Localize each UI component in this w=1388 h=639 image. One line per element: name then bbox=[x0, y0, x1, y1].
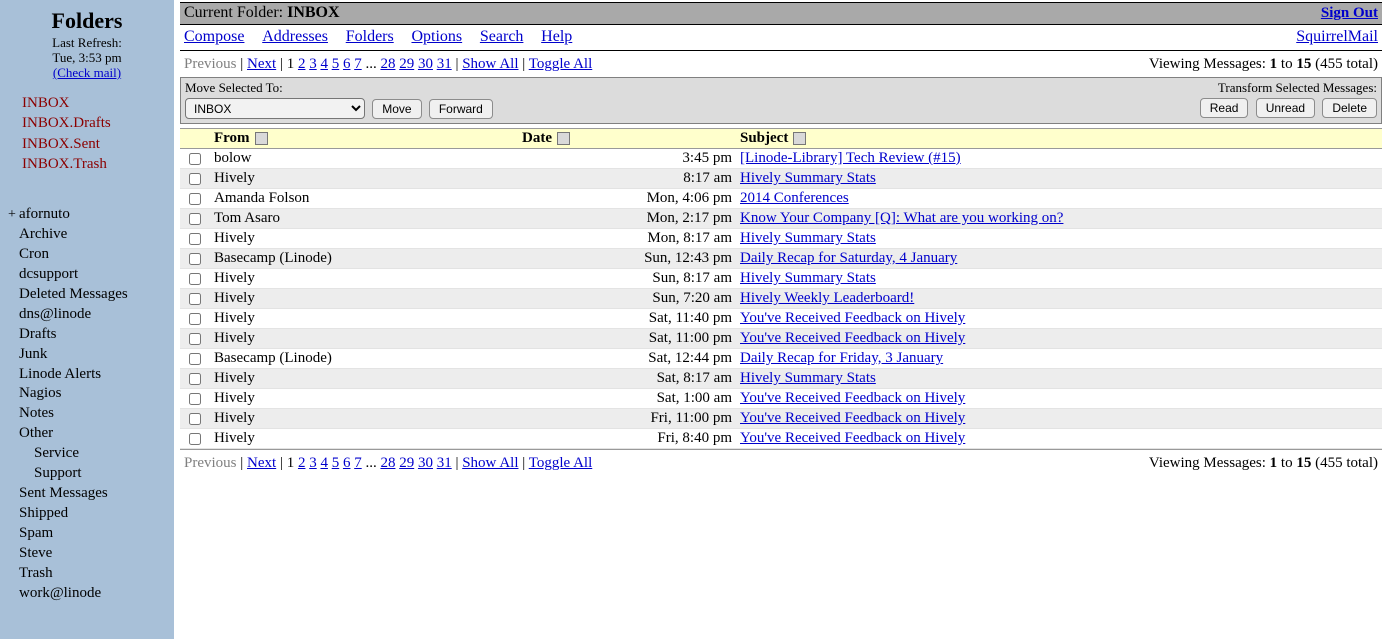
folder-link-junk[interactable]: Junk bbox=[19, 345, 48, 362]
row-subject-cell[interactable] bbox=[736, 289, 1382, 309]
pager-top bbox=[180, 51, 1382, 77]
folder-row-other[interactable] bbox=[8, 424, 174, 444]
row-subject-cell[interactable] bbox=[736, 349, 1382, 369]
move-folder-select[interactable] bbox=[185, 98, 365, 119]
check-mail-link[interactable]: (Check mail) bbox=[52, 64, 122, 80]
sort-from-icon[interactable] bbox=[255, 132, 268, 145]
menu-item-search[interactable]: Search bbox=[479, 28, 524, 45]
current-folder-label: Current Folder: bbox=[184, 4, 284, 21]
sidebar-item-inbox[interactable] bbox=[22, 93, 174, 114]
pager-previous: Previous bbox=[184, 455, 237, 471]
pager-page-5[interactable]: 5 bbox=[331, 455, 340, 471]
table-row[interactable] bbox=[180, 169, 1382, 189]
row-from: Hively bbox=[210, 169, 518, 189]
sign-out-link[interactable]: Sign Out bbox=[1320, 5, 1378, 21]
row-subject-cell[interactable] bbox=[736, 389, 1382, 409]
row-subject-link[interactable]: You've Received Feedback on Hively bbox=[740, 410, 966, 426]
row-from: Hively bbox=[210, 289, 518, 309]
viewing-range-mid: to bbox=[1280, 56, 1293, 72]
header-subject-label: Subject bbox=[740, 130, 789, 146]
row-date: Sat, 11:00 pm bbox=[518, 329, 736, 349]
row-from: Hively bbox=[210, 429, 518, 449]
folder-row-notes[interactable] bbox=[8, 404, 174, 424]
row-subject-cell[interactable] bbox=[736, 149, 1382, 169]
folder-row-trash[interactable] bbox=[8, 564, 174, 584]
pager-page-5[interactable]: 5 bbox=[331, 56, 340, 72]
pager-page-31[interactable]: 31 bbox=[436, 455, 452, 471]
row-subject-link[interactable]: Hively Summary Stats bbox=[740, 230, 876, 246]
message-list-header-row bbox=[180, 129, 1382, 149]
move-selected-group bbox=[185, 80, 493, 119]
row-checkbox-cell[interactable] bbox=[180, 169, 210, 189]
row-checkbox-cell[interactable] bbox=[180, 249, 210, 269]
row-from: Hively bbox=[210, 409, 518, 429]
pager-page-30[interactable]: 30 bbox=[417, 56, 433, 72]
special-folders-list bbox=[0, 93, 174, 175]
folders-sidebar bbox=[0, 0, 174, 639]
table-row[interactable] bbox=[180, 189, 1382, 209]
row-select-checkbox[interactable] bbox=[189, 313, 201, 325]
row-subject-link[interactable]: You've Received Feedback on Hively bbox=[740, 390, 966, 406]
menu-item-compose[interactable]: Compose bbox=[184, 28, 245, 45]
mark-read-button[interactable]: Read bbox=[1200, 98, 1249, 118]
expand-icon[interactable]: + bbox=[8, 207, 16, 222]
row-subject-link[interactable]: Hively Summary Stats bbox=[740, 370, 876, 386]
row-date: 3:45 pm bbox=[518, 149, 736, 169]
move-selected-label: Move Selected To: bbox=[185, 80, 283, 95]
pager-page-4[interactable]: 4 bbox=[320, 455, 328, 471]
row-subject-link[interactable]: [Linode-Library] Tech Review (#15) bbox=[740, 150, 961, 166]
table-row[interactable] bbox=[180, 329, 1382, 349]
pager-page-29[interactable]: 29 bbox=[399, 56, 415, 72]
transform-label: Transform Selected Messages: bbox=[1217, 80, 1377, 95]
row-select-checkbox[interactable] bbox=[189, 293, 201, 305]
table-row[interactable] bbox=[180, 209, 1382, 229]
sidebar-item-inbox-sent[interactable] bbox=[22, 134, 174, 155]
row-subject-cell[interactable] bbox=[736, 249, 1382, 269]
viewing-range-end: 15 bbox=[1296, 455, 1312, 471]
table-row[interactable] bbox=[180, 369, 1382, 389]
pager-bottom-status bbox=[1149, 455, 1378, 472]
sidebar-item-inbox-trash[interactable] bbox=[22, 154, 174, 175]
toggle-all-link[interactable]: Toggle All bbox=[528, 455, 593, 471]
row-date: Fri, 11:00 pm bbox=[518, 409, 736, 429]
table-row[interactable] bbox=[180, 229, 1382, 249]
menu-item-addresses[interactable]: Addresses bbox=[262, 28, 328, 45]
viewing-prefix: Viewing Messages: bbox=[1148, 455, 1266, 471]
folder-list bbox=[0, 205, 174, 604]
row-select-checkbox[interactable] bbox=[189, 213, 201, 225]
table-row[interactable] bbox=[180, 149, 1382, 169]
pager-next[interactable]: Next bbox=[247, 56, 277, 72]
pager-bottom bbox=[180, 449, 1382, 476]
row-from: Hively bbox=[210, 389, 518, 409]
current-folder-bar bbox=[180, 2, 1382, 25]
pager-next[interactable]: Next bbox=[247, 455, 277, 471]
pager-top-status bbox=[1149, 56, 1378, 73]
folder-row-linode-alerts[interactable] bbox=[8, 365, 174, 385]
last-refresh-time: Tue, 3:53 pm bbox=[52, 49, 122, 65]
move-transform-bar bbox=[180, 77, 1382, 124]
message-list-table bbox=[180, 128, 1382, 449]
row-subject-cell[interactable] bbox=[736, 229, 1382, 249]
folder-link-service[interactable]: Service bbox=[34, 445, 79, 462]
row-select-checkbox[interactable] bbox=[189, 233, 201, 245]
row-date: Mon, 4:06 pm bbox=[518, 189, 736, 209]
row-subject-link[interactable]: Daily Recap for Friday, 3 January bbox=[740, 350, 944, 366]
pager-page-2[interactable]: 2 bbox=[297, 56, 306, 72]
sidebar-link-inbox-drafts[interactable]: INBOX.Drafts bbox=[22, 115, 111, 132]
menu-item-folders[interactable]: Folders bbox=[345, 28, 394, 45]
row-date: Sat, 12:44 pm bbox=[518, 349, 736, 369]
folder-row-afornuto[interactable] bbox=[8, 205, 174, 225]
row-date: Sat, 8:17 am bbox=[518, 369, 736, 389]
folder-row-deleted-messages[interactable] bbox=[8, 285, 174, 305]
row-date: Sat, 11:40 pm bbox=[518, 309, 736, 329]
row-from: Hively bbox=[210, 269, 518, 289]
header-date-label: Date bbox=[522, 130, 552, 146]
pager-page-29[interactable]: 29 bbox=[399, 455, 415, 471]
table-row[interactable] bbox=[180, 409, 1382, 429]
pager-page-current: 1 bbox=[286, 455, 295, 471]
row-subject-link[interactable]: Hively Summary Stats bbox=[740, 170, 876, 186]
pager-previous: Previous bbox=[184, 56, 237, 72]
row-select-checkbox[interactable] bbox=[189, 193, 201, 205]
current-folder-group bbox=[184, 4, 340, 22]
row-checkbox-cell[interactable] bbox=[180, 309, 210, 329]
row-date: Mon, 8:17 am bbox=[518, 229, 736, 249]
squirrelmail-brand-link[interactable]: SquirrelMail bbox=[1296, 28, 1378, 45]
header-select-all bbox=[180, 129, 210, 149]
row-select-checkbox[interactable] bbox=[189, 353, 201, 365]
row-subject-cell[interactable] bbox=[736, 409, 1382, 429]
header-subject[interactable] bbox=[736, 129, 1382, 149]
table-row[interactable] bbox=[180, 349, 1382, 369]
row-subject-cell[interactable] bbox=[736, 369, 1382, 389]
pager-page-3[interactable]: 3 bbox=[309, 56, 317, 72]
menu-links bbox=[184, 28, 586, 46]
row-from: Hively bbox=[210, 369, 518, 389]
row-subject-link[interactable]: Daily Recap for Saturday, 4 January bbox=[740, 250, 958, 266]
show-all-link[interactable]: Show All bbox=[462, 56, 519, 72]
row-from: Amanda Folson bbox=[210, 189, 518, 209]
row-select-checkbox[interactable] bbox=[189, 153, 201, 165]
folder-row-support[interactable] bbox=[8, 464, 174, 484]
row-from: Hively bbox=[210, 229, 518, 249]
folder-link-shipped[interactable]: Shipped bbox=[19, 505, 69, 522]
row-date: Sat, 1:00 am bbox=[518, 389, 736, 409]
delete-button[interactable]: Delete bbox=[1322, 98, 1377, 118]
row-select-checkbox[interactable] bbox=[189, 333, 201, 345]
row-checkbox-cell[interactable] bbox=[180, 189, 210, 209]
pager-page-6[interactable]: 6 bbox=[342, 56, 351, 72]
row-from: Basecamp (Linode) bbox=[210, 249, 518, 269]
folder-link-dns-linode[interactable]: dns@linode bbox=[19, 305, 92, 322]
folder-link-sent-messages[interactable]: Sent Messages bbox=[19, 485, 108, 502]
pager-page-7[interactable]: 7 bbox=[354, 56, 362, 72]
row-subject-link[interactable]: Know Your Company [Q]: What are you working on? bbox=[740, 210, 1064, 226]
row-subject-link[interactable]: You've Received Feedback on Hively bbox=[740, 430, 966, 446]
table-row[interactable] bbox=[180, 289, 1382, 309]
table-row[interactable] bbox=[180, 429, 1382, 449]
folder-row-spam[interactable] bbox=[8, 524, 174, 544]
row-subject-link[interactable]: 2014 Conferences bbox=[740, 190, 849, 206]
folder-link-notes[interactable]: Notes bbox=[19, 405, 54, 422]
pager-ellipsis: ... bbox=[365, 455, 377, 471]
row-subject-cell[interactable] bbox=[736, 209, 1382, 229]
row-subject-link[interactable]: Hively Summary Stats bbox=[740, 270, 876, 286]
row-from: Tom Asaro bbox=[210, 209, 518, 229]
folder-link-archive[interactable]: Archive bbox=[19, 225, 68, 242]
row-subject-cell[interactable] bbox=[736, 269, 1382, 289]
pager-page-28[interactable]: 28 bbox=[380, 56, 396, 72]
row-checkbox-cell[interactable] bbox=[180, 369, 210, 389]
row-checkbox-cell[interactable] bbox=[180, 289, 210, 309]
row-subject-link[interactable]: You've Received Feedback on Hively bbox=[740, 310, 966, 326]
row-from: bolow bbox=[210, 149, 518, 169]
folder-row-steve[interactable] bbox=[8, 544, 174, 564]
row-subject-cell[interactable] bbox=[736, 169, 1382, 189]
folder-link-dcsupport[interactable]: dcsupport bbox=[19, 265, 79, 282]
folder-row-cron[interactable] bbox=[8, 245, 174, 265]
viewing-total: (455 total) bbox=[1315, 455, 1378, 471]
sidebar-link-inbox[interactable]: INBOX bbox=[22, 94, 70, 111]
folder-link-afornuto[interactable]: afornuto bbox=[19, 206, 70, 222]
folder-row-junk[interactable] bbox=[8, 345, 174, 365]
pager-ellipsis: ... bbox=[365, 56, 377, 72]
folder-link-support[interactable]: Support bbox=[34, 465, 82, 482]
row-subject-link[interactable]: You've Received Feedback on Hively bbox=[740, 330, 966, 346]
folder-link-other[interactable]: Other bbox=[19, 425, 54, 442]
header-from[interactable] bbox=[210, 129, 518, 149]
folder-link-deleted-messages[interactable]: Deleted Messages bbox=[19, 285, 128, 302]
row-from: Hively bbox=[210, 329, 518, 349]
sidebar-link-inbox-sent[interactable]: INBOX.Sent bbox=[22, 135, 100, 152]
viewing-prefix: Viewing Messages: bbox=[1148, 56, 1266, 72]
row-date: 8:17 am bbox=[518, 169, 736, 189]
viewing-range-start: 1 bbox=[1269, 56, 1278, 72]
folder-row-archive[interactable] bbox=[8, 225, 174, 245]
folder-row-shipped[interactable] bbox=[8, 504, 174, 524]
row-checkbox-cell[interactable] bbox=[180, 149, 210, 169]
row-subject-cell[interactable] bbox=[736, 429, 1382, 449]
table-row[interactable] bbox=[180, 389, 1382, 409]
folder-row-drafts[interactable] bbox=[8, 325, 174, 345]
table-row[interactable] bbox=[180, 309, 1382, 329]
pager-page-31[interactable]: 31 bbox=[436, 56, 452, 72]
folder-link-cron[interactable]: Cron bbox=[19, 245, 49, 262]
row-checkbox-cell[interactable] bbox=[180, 349, 210, 369]
menu-bar bbox=[180, 25, 1382, 51]
pager-page-7[interactable]: 7 bbox=[354, 455, 362, 471]
row-date: Sun, 8:17 am bbox=[518, 269, 736, 289]
row-checkbox-cell[interactable] bbox=[180, 389, 210, 409]
pager-top-links: Previous | Next | 1 2 3 4 5 6 7 ... 28 29 30 31 | Show All | Toggle All bbox=[184, 56, 593, 72]
folder-row-dcsupport[interactable] bbox=[8, 265, 174, 285]
row-select-checkbox[interactable] bbox=[189, 253, 201, 265]
mark-unread-button[interactable]: Unread bbox=[1256, 98, 1315, 118]
sidebar-item-inbox-drafts[interactable] bbox=[22, 113, 174, 134]
menu-item-help[interactable]: Help bbox=[541, 28, 573, 45]
header-from-label: From bbox=[214, 130, 250, 146]
row-subject-cell[interactable] bbox=[736, 329, 1382, 349]
sort-subject-icon[interactable] bbox=[793, 132, 806, 145]
row-date: Sun, 12:43 pm bbox=[518, 249, 736, 269]
folder-link-spam[interactable]: Spam bbox=[19, 525, 54, 541]
menu-item-options[interactable]: Options bbox=[411, 28, 463, 45]
pager-page-4[interactable]: 4 bbox=[320, 56, 328, 72]
show-all-link[interactable]: Show All bbox=[462, 455, 519, 471]
pager-page-28[interactable]: 28 bbox=[380, 455, 396, 471]
sort-date-icon[interactable] bbox=[557, 132, 570, 145]
move-button[interactable]: Move bbox=[372, 99, 421, 119]
pager-page-current: 1 bbox=[286, 56, 295, 72]
viewing-range-start: 1 bbox=[1269, 455, 1278, 471]
main-panel bbox=[174, 0, 1388, 639]
pager-bottom-links: Previous | Next | 1 2 3 4 5 6 7 ... 28 29 30 31 | Show All | Toggle All bbox=[184, 455, 593, 471]
folder-row-nagios[interactable] bbox=[8, 384, 174, 404]
last-refresh-label: Last Refresh: bbox=[52, 35, 122, 50]
folder-row-sent-messages[interactable] bbox=[8, 484, 174, 504]
forward-button[interactable]: Forward bbox=[429, 99, 493, 119]
viewing-range-end: 15 bbox=[1296, 56, 1312, 72]
row-subject-cell[interactable] bbox=[736, 189, 1382, 209]
row-checkbox-cell[interactable] bbox=[180, 329, 210, 349]
pager-page-6[interactable]: 6 bbox=[342, 455, 351, 471]
table-row[interactable] bbox=[180, 269, 1382, 289]
row-date: Sun, 7:20 am bbox=[518, 289, 736, 309]
last-refresh-block bbox=[0, 36, 174, 81]
row-date: Fri, 8:40 pm bbox=[518, 429, 736, 449]
folder-link-trash[interactable]: Trash bbox=[19, 564, 53, 581]
row-checkbox-cell[interactable] bbox=[180, 429, 210, 449]
row-subject-link[interactable]: Hively Weekly Leaderboard! bbox=[740, 290, 915, 306]
row-date: Mon, 2:17 pm bbox=[518, 209, 736, 229]
row-select-checkbox[interactable] bbox=[189, 173, 201, 185]
pager-page-2[interactable]: 2 bbox=[297, 455, 306, 471]
row-select-checkbox[interactable] bbox=[189, 433, 201, 445]
folder-link-drafts[interactable]: Drafts bbox=[19, 325, 57, 342]
current-folder-name: INBOX bbox=[287, 4, 340, 21]
folders-title: Folders bbox=[51, 8, 123, 33]
pager-page-3[interactable]: 3 bbox=[309, 455, 317, 471]
row-checkbox-cell[interactable] bbox=[180, 409, 210, 429]
table-row[interactable] bbox=[180, 249, 1382, 269]
message-list-body bbox=[180, 149, 1382, 449]
row-select-checkbox[interactable] bbox=[189, 373, 201, 385]
toggle-all-link[interactable]: Toggle All bbox=[528, 56, 593, 72]
row-checkbox-cell[interactable] bbox=[180, 229, 210, 249]
row-from: Basecamp (Linode) bbox=[210, 349, 518, 369]
sidebar-link-inbox-trash[interactable]: INBOX.Trash bbox=[22, 156, 107, 173]
folder-row-dns-linode[interactable] bbox=[8, 305, 174, 325]
folder-link-work-linode[interactable]: work@linode bbox=[19, 584, 102, 601]
row-select-checkbox[interactable] bbox=[189, 393, 201, 405]
row-from: Hively bbox=[210, 309, 518, 329]
pager-page-30[interactable]: 30 bbox=[417, 455, 433, 471]
folder-link-nagios[interactable]: Nagios bbox=[19, 385, 62, 402]
folder-row-service[interactable] bbox=[8, 444, 174, 464]
viewing-total: (455 total) bbox=[1315, 56, 1378, 72]
folder-link-steve[interactable]: Steve bbox=[19, 544, 53, 561]
row-select-checkbox[interactable] bbox=[189, 273, 201, 285]
transform-group bbox=[1196, 80, 1377, 119]
folder-link-linode-alerts[interactable]: Linode Alerts bbox=[19, 365, 102, 382]
row-checkbox-cell[interactable] bbox=[180, 269, 210, 289]
row-select-checkbox[interactable] bbox=[189, 413, 201, 425]
folder-row-work-linode[interactable] bbox=[8, 584, 174, 604]
message-list-head bbox=[180, 129, 1382, 149]
row-subject-cell[interactable] bbox=[736, 309, 1382, 329]
row-checkbox-cell[interactable] bbox=[180, 209, 210, 229]
header-date[interactable] bbox=[518, 129, 736, 149]
viewing-range-mid: to bbox=[1280, 455, 1293, 471]
